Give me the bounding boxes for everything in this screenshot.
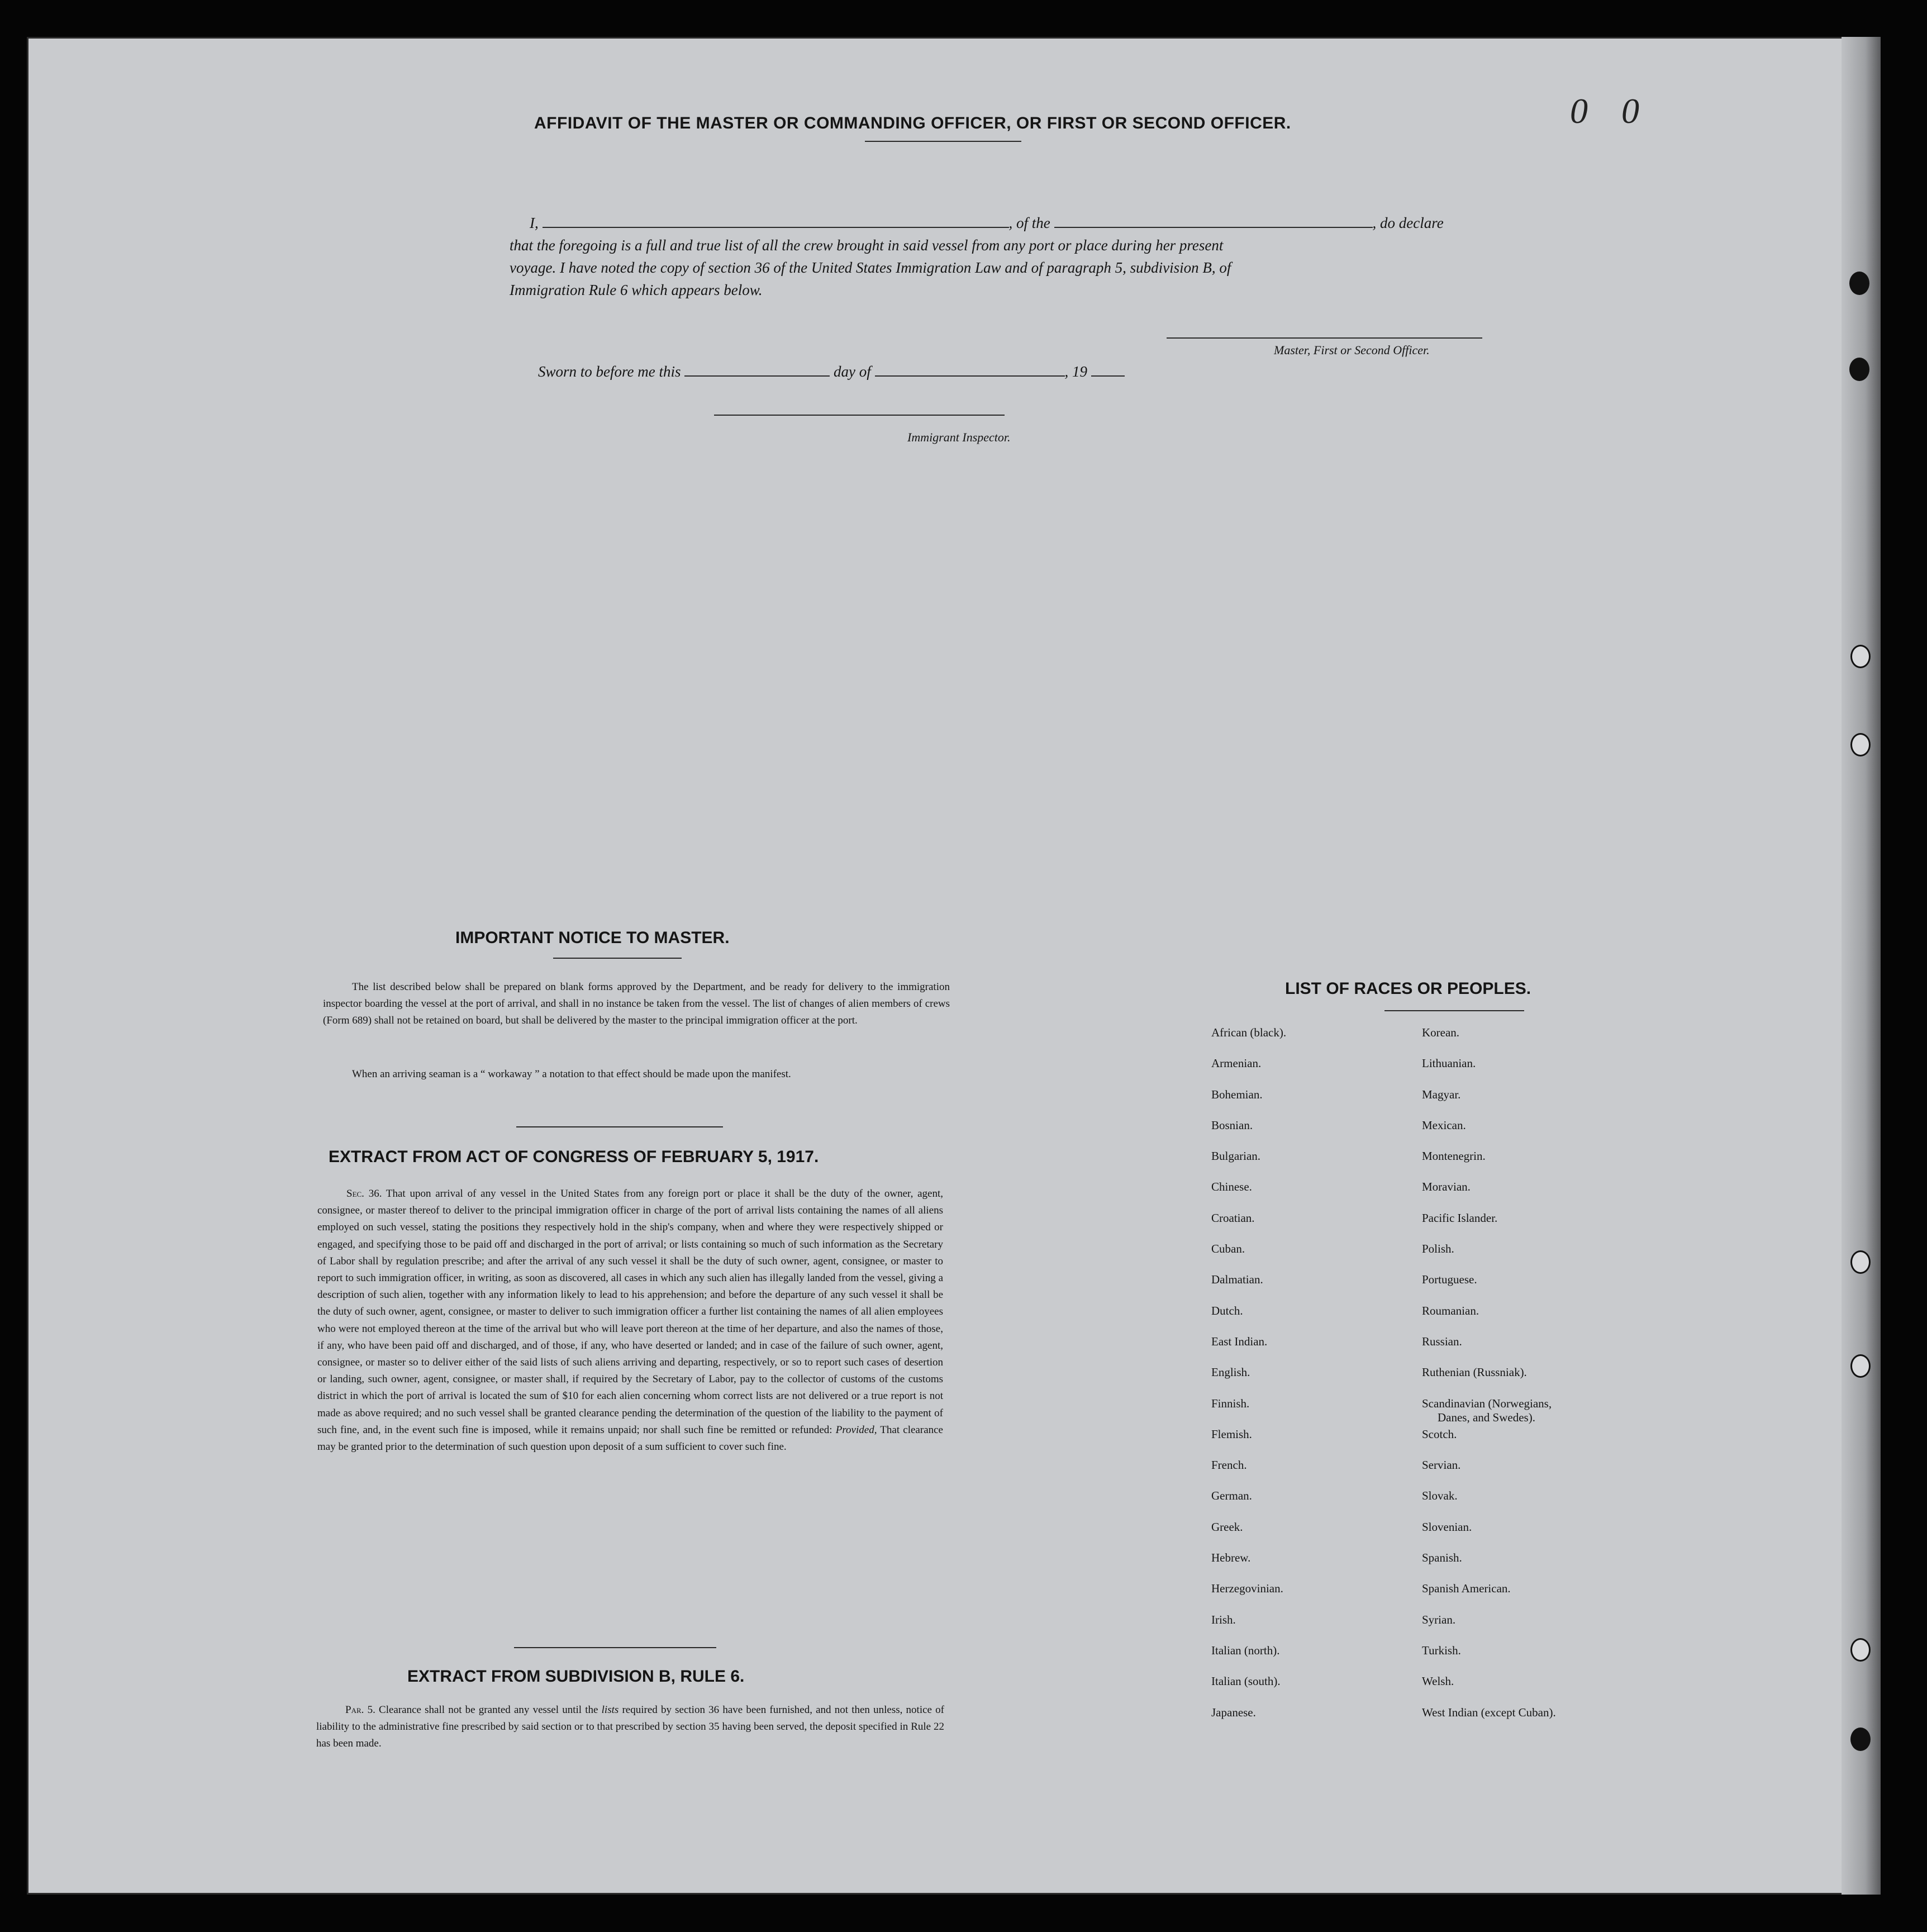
races-right-column (1422, 1026, 1556, 1736)
act-separator-rule (516, 1126, 723, 1127)
act-title: EXTRACT FROM ACT OF CONGRESS OF FEBRUARY 5, 1917. (329, 1148, 819, 1166)
sworn-day-field[interactable] (684, 375, 830, 377)
affidavit-line3: voyage. I have noted the copy of section 36 of the United States Immigration Law and of paragraph 5, subdivision B, of (510, 259, 1231, 276)
sworn-year-prefix: , 19 (1064, 363, 1087, 380)
notice-title: IMPORTANT NOTICE TO MASTER. (455, 929, 730, 947)
rule6-par-label: Par. 5. (345, 1704, 375, 1716)
master-name-field[interactable] (543, 227, 1009, 228)
race-item: Spanish American. (1422, 1582, 1511, 1596)
race-item: Armenian. (1211, 1057, 1262, 1070)
race-item: Dutch. (1211, 1303, 1243, 1317)
rule6-text-a: Clearance shall not be granted any vessel until the (379, 1704, 598, 1716)
race-item: Italian (south). (1211, 1674, 1281, 1688)
race-item: Slovenian. (1422, 1520, 1472, 1534)
race-item: Turkish. (1422, 1643, 1461, 1657)
affidavit-line2: that the foregoing is a full and true list of all the crew brought in said vessel from any port or place during her present (510, 237, 1224, 254)
race-item: Scotch. (1422, 1427, 1457, 1441)
sworn-year-field[interactable] (1091, 375, 1125, 377)
rule6-lists-word: lists (601, 1704, 619, 1716)
race-item: Irish. (1211, 1612, 1236, 1626)
race-item: English. (1211, 1365, 1250, 1379)
race-item: Lithuanian. (1422, 1057, 1476, 1070)
corner-marks: 0 0 (1570, 91, 1652, 131)
master-signature-line[interactable] (1167, 337, 1482, 339)
rule6-text-b: required by section 36 have been furnished, and not then unless, notice of liability to the administrative fine prescribed by said section or to that prescribed by section 35 having been served, the deposit specified in Rule 22 has been made. (316, 1704, 944, 1749)
act-text (317, 1186, 943, 1455)
binder-hole (1849, 272, 1869, 295)
master-signature-label: Master, First or Second Officer. (1274, 343, 1430, 357)
act-provided: Provided, (835, 1424, 877, 1436)
race-item: Greek. (1211, 1520, 1243, 1534)
rule6-text (316, 1702, 944, 1752)
race-item: Finnish. (1211, 1396, 1250, 1410)
race-item-line1: Scandinavian (Norwegians, (1422, 1396, 1552, 1410)
page-edge-stack (1842, 37, 1881, 1895)
race-item: Dalmatian. (1211, 1273, 1263, 1287)
affidavit-i: I, (530, 215, 539, 231)
race-item: Moravian. (1422, 1180, 1471, 1194)
notice-para2: When an arriving seaman is a “ workaway ” a notation to that effect should be made upon the manifest. (352, 1068, 791, 1080)
race-item: Syrian. (1422, 1612, 1456, 1626)
race-item: Italian (north). (1211, 1643, 1280, 1657)
act-body-end: That clearance may be granted prior to the determination of such question upon deposit of a sum sufficient to cover such fine. (317, 1424, 943, 1453)
race-item: Servian. (1422, 1458, 1461, 1472)
notice-para1: The list described below shall be prepared on blank forms approved by the Department, and be ready for delivery to the immigration inspector boarding the vessel at the port of arrival, and shall in no instance be taken from the vessel. The list of changes of alien members of crews (Form 689) shall not be retained on board, but shall be delivered by the master to the principal immigration officer at the port. (323, 981, 950, 1026)
affidavit-line4: Immigration Rule 6 which appears below. (510, 282, 763, 298)
act-sec-label: Sec. 36. (346, 1188, 382, 1200)
race-item: Russian. (1422, 1334, 1462, 1348)
race-item: East Indian. (1211, 1334, 1268, 1348)
race-item: Flemish. (1211, 1427, 1252, 1441)
affidavit-of-the: , of the (1008, 215, 1050, 231)
affidavit-title-rule (865, 141, 1021, 142)
binder-hole (1850, 733, 1871, 756)
race-item: Chinese. (1211, 1180, 1252, 1194)
sworn-line (538, 363, 1125, 380)
affidavit-title: AFFIDAVIT OF THE MASTER OR COMMANDING OFFICER, OR FIRST OR SECOND OFFICER. (534, 114, 1291, 132)
race-item (1422, 1397, 1556, 1427)
binder-hole (1850, 1638, 1871, 1662)
affidavit-line1 (530, 215, 1444, 232)
binder-hole (1849, 358, 1869, 381)
race-item: Welsh. (1422, 1674, 1454, 1688)
race-item: Mexican. (1422, 1118, 1466, 1132)
rule6-title: EXTRACT FROM SUBDIVISION B, RULE 6. (407, 1667, 745, 1686)
race-item: Spanish. (1422, 1551, 1462, 1565)
race-item: Japanese. (1211, 1705, 1256, 1719)
inspector-signature-line[interactable] (714, 415, 1005, 416)
race-item: Slovak. (1422, 1489, 1458, 1503)
race-item: German. (1211, 1489, 1252, 1503)
sworn-prefix: Sworn to before me this (538, 363, 681, 380)
race-item: Korean. (1422, 1026, 1460, 1039)
race-item: Montenegrin. (1422, 1149, 1486, 1163)
notice-title-rule (553, 958, 682, 959)
race-item: French. (1211, 1458, 1247, 1472)
affidavit-do-declare: , do declare (1372, 215, 1444, 231)
binder-hole (1850, 1354, 1871, 1378)
sworn-day-of: day of (834, 363, 871, 380)
races-left-column (1211, 1026, 1286, 1736)
race-item: Herzegovinian. (1211, 1582, 1283, 1596)
race-item: Cuban. (1211, 1242, 1245, 1256)
act-body: That upon arrival of any vessel in the United States from any foreign port or place it shall be the duty of the owner, agent, consignee, or master thereof to deliver to the principal immigration officer in charge of the port of arrival lists containing the names of all aliens employed on such vessel, stating the positions they respectively hold in the ship's company, when and where they were respectively shipped or engaged, and specifying those to be paid off and discharged in the port of arrival; or lists containing so much of such information as the Secretary of Labor shall by regulation prescribe; and after the arrival of any such vessel it shall be the duty of such owner, agent, consignee, or master to report to such immigration officer, in writing, as soon as discovered, all cases in which any such alien has illegally landed from the vessel, giving a description of such alien, together with any information likely to lead to his apprehension; and before the departure of any such vessel it shall be the duty of such owner, agent, consignee, or master to deliver to such immigration officer a further list containing the names of all alien employees who were not employed thereon at the time of the arrival but who will leave port thereon at the time of her departure, and also the names of those, if any, who have been paid off and discharged, and of those, if any, who have deserted or landed; and in case of the failure of such owner, agent, consignee, or master so to deliver either of the said lists of such aliens arriving and departing, respectively, or so to report such cases of desertion or landing, such owner, agent, consignee, or master shall, if required by the Secretary of Labor, pay to the collector of customs of the customs district in which the port of arrival is located the sum of $10 for each alien concerning whom correct lists are not delivered or a true report is not made as above required; and no such vessel shall be granted clearance pending the determination of the question of the liability to the payment of such fine, and, in the event such fine is imposed, while it remains unpaid; nor shall such fine be remitted or refunded: (317, 1188, 943, 1436)
race-item: Hebrew. (1211, 1551, 1251, 1565)
binder-hole (1850, 1728, 1871, 1751)
rule6-separator-rule (514, 1647, 716, 1648)
races-title-rule (1384, 1010, 1524, 1011)
manifest-page (27, 37, 1881, 1895)
races-title: LIST OF RACES OR PEOPLES. (1285, 979, 1531, 998)
race-item: Croatian. (1211, 1211, 1255, 1225)
race-item-line2: Danes, and Swedes). (1438, 1410, 1535, 1424)
race-item: Pacific Islander. (1422, 1211, 1498, 1225)
race-item: Ruthenian (Russniak). (1422, 1365, 1527, 1379)
inspector-label: Immigrant Inspector. (907, 430, 1011, 444)
binder-hole (1850, 1250, 1871, 1274)
race-item: West Indian (except Cuban). (1422, 1705, 1556, 1719)
race-item: African (black). (1211, 1026, 1287, 1039)
race-item: Bohemian. (1211, 1087, 1263, 1101)
race-item: Magyar. (1422, 1087, 1461, 1101)
race-item: Bosnian. (1211, 1118, 1253, 1132)
binder-hole (1850, 645, 1871, 668)
vessel-name-field[interactable] (1054, 227, 1373, 228)
race-item: Roumanian. (1422, 1303, 1479, 1317)
sworn-month-field[interactable] (875, 375, 1065, 377)
race-item: Bulgarian. (1211, 1149, 1261, 1163)
race-item: Polish. (1422, 1242, 1454, 1256)
race-item: Portuguese. (1422, 1273, 1477, 1287)
